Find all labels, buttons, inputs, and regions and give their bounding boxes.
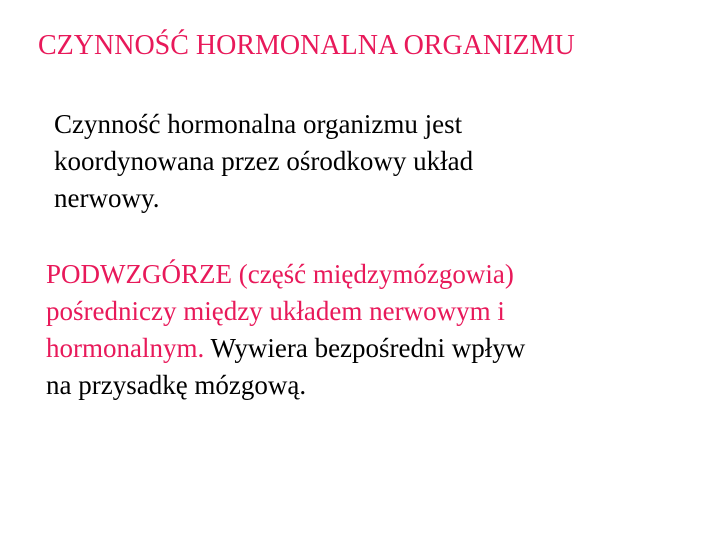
intro-paragraph <box>54 106 674 217</box>
hypothalamus-paragraph <box>46 256 706 404</box>
hypothalamus-line <box>46 330 706 367</box>
hypothalamus-line: pośredniczy między układem nerwowym i <box>46 296 505 326</box>
slide-title: CZYNNOŚĆ HORMONALNA ORGANIZMU <box>38 30 575 61</box>
influence-text: Wywiera bezpośredni wpływ <box>204 333 526 363</box>
intro-line: nerwowy. <box>54 183 160 213</box>
hypothalamus-line: na przysadkę mózgową. <box>46 370 307 400</box>
intro-line: koordynowana przez ośrodkowy układ <box>54 146 474 176</box>
hormonal-term: hormonalnym. <box>46 333 205 363</box>
hypothalamus-line: PODWZGÓRZE (część międzymózgowia) <box>46 259 514 289</box>
intro-line: Czynność hormonalna organizmu jest <box>54 109 463 139</box>
